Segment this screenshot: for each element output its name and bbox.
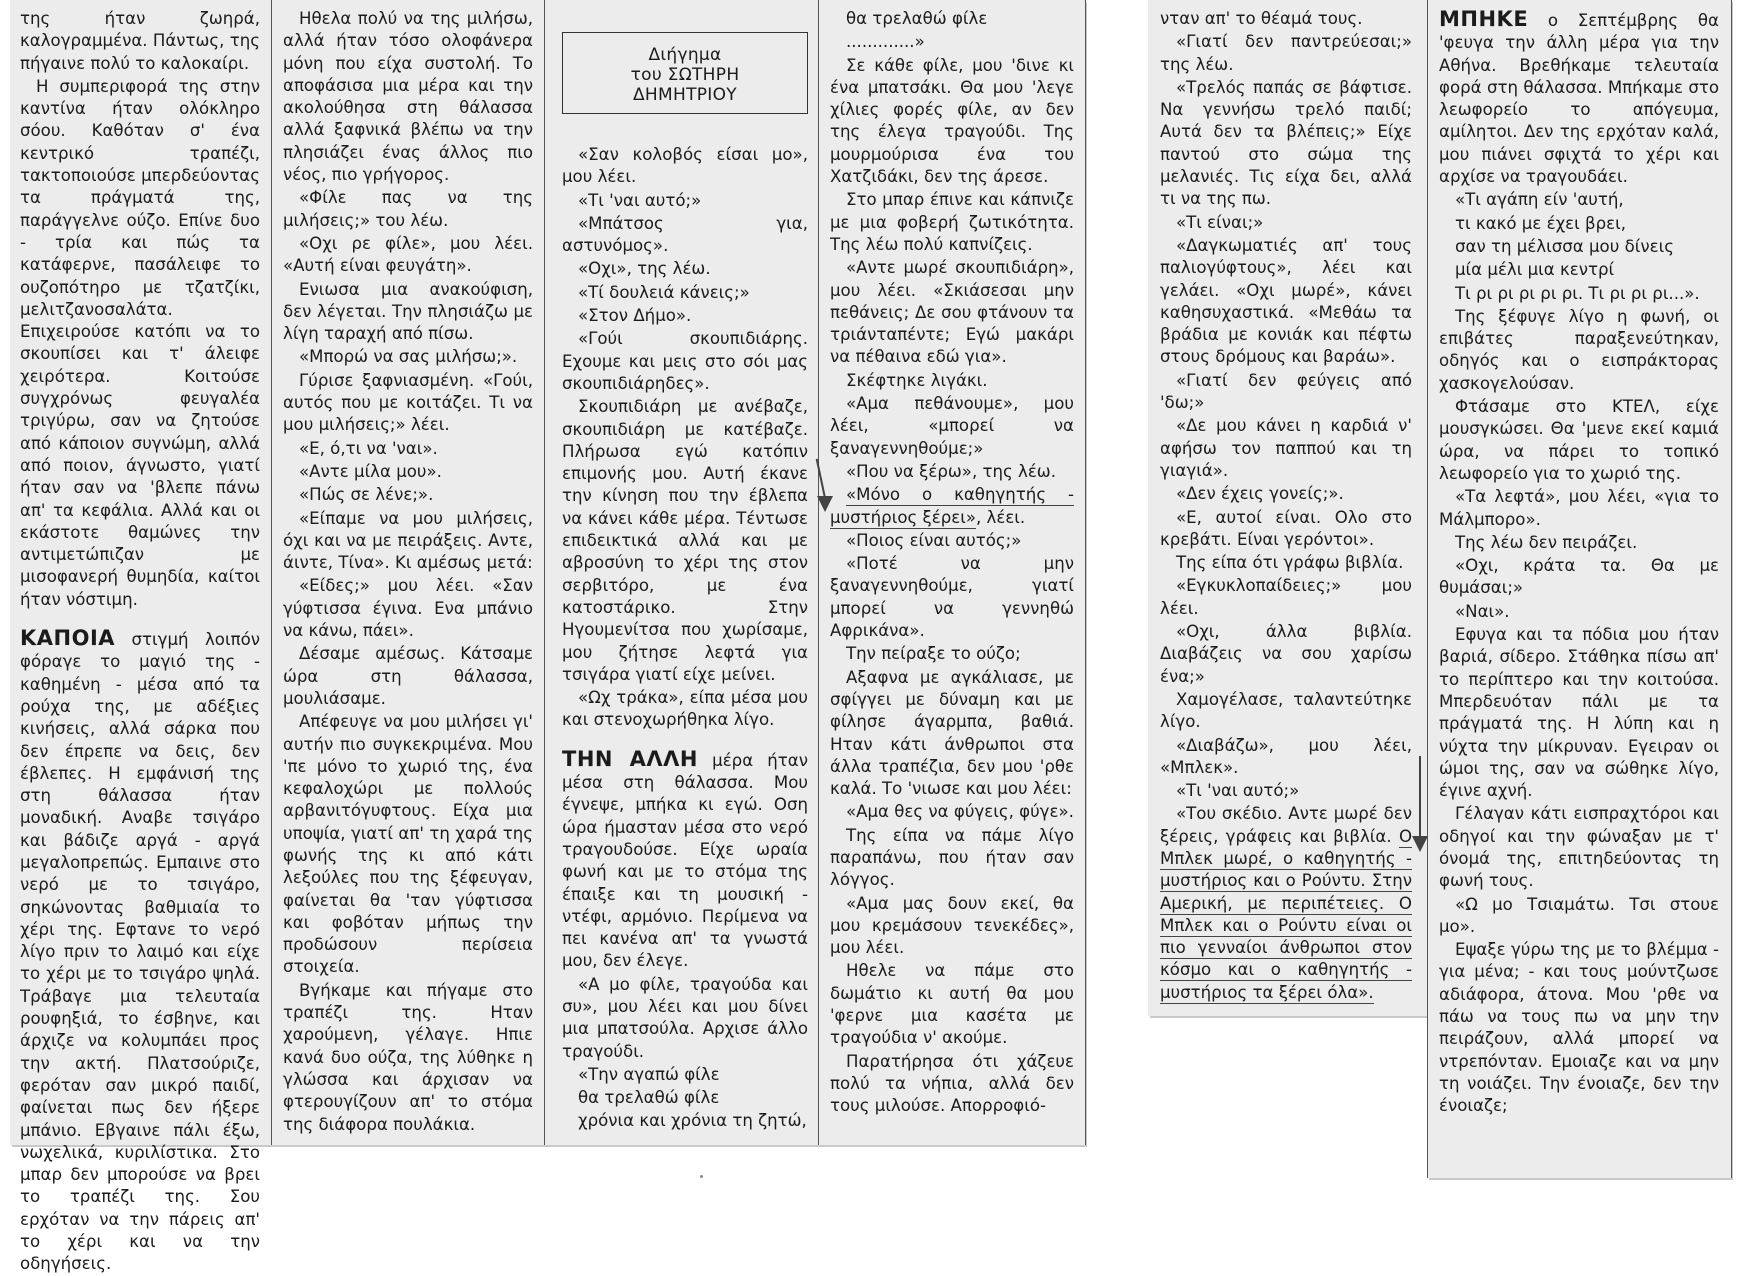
paragraph: «Διαβάζω», μου λέει, «Μπλεκ».	[1160, 735, 1412, 777]
paragraph: Γύρισε ξαφνιασμένη. «Γούι, αυτός που με κοιτάζει. Τι να μου μιλήσεις;» λέει.	[283, 370, 533, 435]
text-column-2	[283, 8, 533, 1136]
paragraph: Εφυγα και τα πόδια μου ήταν βαριά, σίδερο. Στάθηκα πίσω απ' το περίπτερο και την κοιτούσα. Μπερδευόταν πάλι με τα πράγματά της. Η λύπη και η νύχτα την μίκρυναν. Εγειραν οι ώμοι της, σαν να σώθηκε λίγο, έγινε αχνή.	[1439, 625, 1719, 801]
paragraph: «Πώς σε λένε;».	[299, 485, 434, 505]
paragraph: Την πείραξε το ούζο;	[846, 644, 1021, 664]
text-column-6	[1439, 8, 1719, 1118]
paragraph: «Είδες;» μου λέει. «Σαν γύφτισσα έγινα. Ενα μπάνιο να κάνω, πάει».	[283, 576, 533, 641]
story-genre: Διήγημα	[648, 45, 722, 65]
text-column-5	[1160, 8, 1412, 1004]
paragraph: Της ξέφυγε λίγο η φωνή, οι επιβάτες παραξενεύτηκαν, οδηγός και ο εισπράκτορας χασκογελούσαν.	[1439, 306, 1719, 393]
section-lead: ΚΑΠΟΙΑ	[20, 626, 116, 651]
song-line: «Την αγαπώ φίλε	[578, 1064, 720, 1084]
paragraph: «Ωχ τράκα», είπα μέσα μου και στενοχωρήθηκα λίγο.	[562, 688, 808, 730]
paragraph: Στο μπαρ έπινε και κάπνιζε με μια φοβερή ζωτικότητα. Της λέω πολύ καπνίζεις.	[830, 190, 1074, 254]
paragraph: «Μπάτσος για, αστυνόμος».	[562, 213, 808, 256]
paragraph: «Που να ξέρω», της λέω.	[846, 461, 1056, 481]
song-line: τι κακό με έχει βρει,	[1455, 213, 1627, 233]
paragraph: «Στον Δήμο».	[578, 306, 692, 326]
paragraph: «Ε, αυτοί είναι. Ολο στο κρεβάτι. Είναι γερόντοι».	[1160, 507, 1412, 549]
song-line: .............»	[846, 32, 925, 52]
paragraph: Βγήκαμε και πήγαμε στο τραπέζι της. Ηταν χαρούμενη, γέλαγε. Ηπιε κανά δυο ούζα, της λύθηκε η γλώσσα και άρχισαν να φτερουγίζουν απ' το στόμα της διάφορα πουλάκια.	[283, 980, 533, 1134]
paragraph: «Ω μο Τσιαμάτω. Τσι στουε μο».	[1439, 894, 1719, 936]
paragraph: Ηθελα πολύ να της μιλήσω, αλλά ήταν τόσο ολοφάνερα μόνη που είχα συστολή. Το αποφάσισα μια μέρα και την ακολούθησα στη θάλασσα αλλά ξαφνικά βλέπω να την πλησιάζει ένας άλλος πιο νέος, πιο γρήγορος.	[283, 9, 533, 185]
song-line: χρόνια και χρόνια τη ζητώ,	[578, 1111, 807, 1131]
column-rule	[1085, 0, 1086, 1145]
paragraph: «Του σκέδιο. Αντε μωρέ δεν ξέρεις, γράφεις και βιβλία. Ο Μπλεκ μωρέ, ο καθηγητής - μυστήριος και ο Ρούντυ. Στην Αμερική, με περιπέτειες. Ο Μπλεκ και ο Ρούντυ είναι οι πιο γενναίοι άνθρωποι στον κόσμο και ο καθηγητής - μυστήριος τα ξέρει όλα».	[1160, 804, 1412, 1002]
paragraph: «Γιατί δεν φεύγεις από 'δω;»	[1160, 370, 1412, 413]
paragraph: «Τι 'ναι αυτό;»	[578, 190, 702, 210]
paragraph: Χαμογέλασε, ταλαντεύτηκε λίγο.	[1160, 689, 1412, 732]
story-title-box	[562, 32, 808, 114]
underlined-passage: Ο Μπλεκ μωρέ, ο καθηγητής - μυστήριος και ο Ρούντυ. Στην Αμερική, με περιπέτειες. Ο Μπλεκ και ο Ρούντυ είναι οι πιο γενναίοι άνθρωποι στον κόσμο και ο καθηγητής - μυστήριος τα ξέρει όλα».	[1160, 826, 1412, 1002]
paragraph: Ενιωσα μια ανακούφιση, δεν λέγεται. Την πλησιάζω με λίγη ταραχή από πίσω.	[283, 279, 533, 344]
paragraph: Δέσαμε αμέσως. Κάτσαμε ώρα στη θάλασσα, μουλιάσαμε.	[283, 644, 533, 708]
song-line: θα τρελαθώ φίλε	[846, 9, 988, 28]
paragraph: «Γιατί δεν παντρεύεσαι;» της λέω.	[1160, 32, 1412, 74]
paragraph: «Τι είναι;»	[1176, 212, 1264, 232]
paragraph: Σκέφτηκε λιγάκι.	[846, 370, 988, 390]
text-column-3	[562, 8, 808, 1133]
paragraph: «Γούι σκουπιδιάρης. Εχουμε και μεις στο σόι μας σκουπιδιάρηδες».	[562, 329, 808, 393]
paragraph: Η συμπεριφορά της στην καντίνα ήταν ολόκληρο σόου. Καθόταν σ' ένα κεντρικό τραπέζι, τακτοποιούσε μπερδεύοντας τα πράγματά της, παράγγελνε ούζο. Επίνε δυο - τρία και πώς τα κατάφερνε, πασάλειφε το ουζοπότηρο με τζατζίκι, μελιτζανοσαλάτα. Επιχειρούσε κατόπι να το σκουπίσει και τ' άλειφε χειρότερα. Κοιτούσε συγχρόνως φευγαλέα τριγύρω, σαν να ζητούσε από κάποιον συγνώμη, αλλά από ποιον, άγνωστο, γιατί ήταν σαν να 'βλεπε πάνω απ' τα κεφάλια. Αλλά και οι εκάστοτε θαμώνες την αντιμετώπιζαν με μισοφανερή θυμηδία, καίτοι ήταν νόστιμη.	[20, 76, 260, 609]
paragraph: της ήταν ζωηρά, καλογραμμένα. Πάντως, της πήγαινε πολύ το καλοκαίρι.	[20, 9, 260, 73]
paragraph: Σε κάθε φίλε, μου 'δινε κι ένα μπατσάκι. Θα μου 'λεγε χίλιες φορές φίλε, αν δεν της έλεγα τραγούδι. Της μουρμούρισα ένα του Χατζιδάκι, δεν της άρεσε.	[830, 55, 1074, 187]
paragraph: Απέφευγε να μου μιλήσει γι' αυτήν πιο συγκεκριμένα. Μου 'πε μόνο το χωριό της, ένα κεφαλοχώρι με πολλούς αρβανιτόγυφτους. Είχα μια υποψία, γιατί απ' τη χαρά της φωνής της κι από κάτι λεξούλες που της ξέφευγαν, φαίνεται θα 'ταν γύφτισσα και φοβόταν μήπως την προδώσουν περίσεια στοιχεία.	[283, 712, 533, 977]
song-line: Τι ρι ρι ρι ρι ρι. Τι ρι ρι ρι...».	[1455, 283, 1700, 303]
paragraph: «Μόνο ο καθηγητής - μυστήριος ξέρει», λέει.	[830, 485, 1074, 527]
column-rule	[818, 0, 819, 1145]
paragraph: «Τι 'ναι αυτό;»	[1176, 781, 1300, 801]
paragraph: Ηθελε να πάμε στο δωμάτιο κι αυτή θα μου 'φερνε μια κασέτα με τραγούδια ν' ακούμε.	[830, 961, 1074, 1048]
paragraph: «Δε μου κάνει η καρδιά ν' αφήσω τον παππού και τη γιαγιά».	[1160, 416, 1412, 480]
section-lead: ΜΠΗΚΕ	[1439, 8, 1529, 31]
paragraph: «Αντε μωρέ σκουπιδιάρη», μου λέει. «Σκιάσεσαι μην πεθάνεις; Δε σου φτάνουν τα τριάνταπέντε; Εγώ μακάρι να πέθαινα εδώ για».	[830, 258, 1074, 367]
scan-speck	[700, 1175, 703, 1178]
column-rule	[1427, 0, 1428, 1178]
paragraph: «Οχι», της λέω.	[578, 259, 711, 279]
paragraph: «Αμα μας δουν εκεί, θα μου κρεμάσουν τενεκέδες», μου λέει.	[830, 893, 1074, 958]
paragraph: «Μπορώ να σας μιλήσω;».	[299, 347, 518, 367]
song-line: μία μέλι μια κεντρί	[1455, 260, 1615, 280]
paragraph: «Δαγκωματιές απ' τους παλιογύφτους», λέει και γελάει. «Οχι μωρέ», κάνει καθησυχαστικά. «Μεθάω τα βράδια με κονιάκ και πέφτω στους δρόμους και βαράω».	[1160, 235, 1412, 367]
paragraph: «Εγκυκλοπαίδειες;» μου λέει.	[1160, 576, 1412, 618]
paragraph: «Αμα πεθάνουμε», μου λέει, «μπορεί να ξαναγεννηθούμε;»	[830, 394, 1074, 458]
column-rule	[1731, 0, 1732, 1178]
song-line: «Τι αγάπη είν 'αυτή,	[1455, 190, 1624, 210]
paragraph: «Ποτέ να μην ξαναγεννηθούμε, γιατί μπορεί να γεννηθώ Αφρικάνα».	[830, 554, 1074, 641]
paragraph: «Τί δουλειά κάνεις;»	[578, 282, 750, 302]
paragraph: «Τρελός παπάς σε βάφτισε. Να γεννήσω τρελό παιδί; Αυτά δεν τα βλέπεις;» Είχε παντού στο σώμα της μελανιές. Τις είχα δει, αλλά τι να της πω.	[1160, 77, 1412, 209]
annotation-arrow-icon	[814, 458, 836, 512]
text-column-1	[20, 8, 260, 1276]
underlined-quote: «Μόνο ο καθηγητής - μυστήριος ξέρει»	[830, 485, 1074, 527]
paragraph: Γέλαγαν κάτι εισπραχτόροι και οδηγοί και την φώναξαν με τ' όνομά της, επιτηδεύοντας τη φωνή τους.	[1439, 804, 1719, 891]
column-rule	[544, 0, 545, 1145]
paragraph: «Δεν έχεις γονείς;».	[1176, 484, 1344, 504]
section-paragraph: ΜΠΗΚΕ ο Σεπτέμβρης θα 'φευγα την άλλη μέρα για την Αθήνα. Βρεθήκαμε τελευταία φορά στη θάλασσα. Μπήκαμε στο λεωφορείο το απόγευμα, αμίλητοι. Δεν της ερχόταν καλά, μου πιάνει σφιχτά το χέρι και αρχίσε να τραγουδάει.	[1439, 8, 1719, 187]
section-lead: ΤΗΝ ΑΛΛΗ	[562, 746, 698, 771]
paragraph: Της λέω δεν πειράζει.	[1455, 532, 1638, 552]
paragraph: «Αντε μίλα μου».	[299, 461, 442, 481]
story-author-prefix: του ΣΩΤΗΡΗ	[630, 65, 740, 85]
paragraph: «Ναι».	[1455, 601, 1510, 621]
paragraph: Εψαξε γύρω της με το βλέμμα - για μένα; - και τους μούντζωσε αδιάφορα, άτονα. Μου 'ρθε να πάω να τους πω να μην την πειράζουν, αλλά μπορεί να ντρεπόνταν. Εμοιαζε και να μην τη νοιάζει. Την ένοιαζε, δεν την ένοιαζε;	[1439, 940, 1719, 1116]
paragraph: Παρατήρησα ότι χάζευε πολύ τα νήπια, αλλά δεν τους μιλούσε. Απορροφιό-	[830, 1051, 1074, 1116]
song-line: θα τρελαθώ φίλε	[578, 1088, 720, 1108]
paragraph: «Ποιος είναι αυτός;»	[846, 530, 1022, 550]
paragraph: Αξαφνα με αγκάλιασε, με σφίγγει με δύναμη και με φίλησε άγαρμπα, βαθιά. Ηταν κάτι άνθρωποι στα άλλα τραπέζια, δεν μου 'ρθε καλά. Το 'νιωσε και μου λέει:	[830, 667, 1074, 799]
section-paragraph: ΚΑΠΟΙΑ στιγμή λοιπόν φόραγε το μαγιό της - καθημένη - μέσα από τα ρούχα της, με αδέξιες κινήσεις, αλλά σάρκα που δεν έπρεπε να δεις, δεν έβλεπες. Η εμφάνισή της στη θάλασσα ήταν μοναδική. Αναβε τσιγάρο και βάδιζε αργά - αργά μεγαλοπρεπώς. Εμπαινε στο νερό με το τσιγάρο, σηκώνοντας βαθμιαία το χέρι της. Εφτανε το νερό λίγο πριν το λαιμό και είχε το χέρι με το τσιγάρο ψηλά. Τράβαγε μια τελευταία ρουφηξιά, το έσβηνε, και άρχιζε να κολυμπάει προς την ακτή. Πλατσούριζε, φερόταν σαν μικρό παιδί, φαίνεται πως δεν ήξερε μπάνιο. Εβγαινε πάλι έξω, νωχελικά, κυριλίστικα. Στο μπαρ δεν μπορούσε να βρει το τραπέζι της. Σου ερχόταν να την πάρεις απ' το χέρι και να την οδηγήσεις.	[20, 626, 260, 1274]
paragraph: «Οχι, άλλα βιβλία. Διαβάζεις να σου χαρίσω ένα;»	[1160, 622, 1412, 686]
annotation-arrow-icon	[1409, 756, 1431, 854]
paragraph: «Α μο φίλε, τραγούδα και συ», μου λέει και μου δίνει μια μπατσούλα. Αρχισε άλλο τραγούδι.	[562, 974, 808, 1061]
paragraph: «Τα λεφτά», μου λέει, «για το Μάλμπορο».	[1439, 487, 1719, 529]
paragraph: «Οχι ρε φίλε», μου λέει. «Αυτή είναι φευγάτη».	[283, 233, 533, 276]
paragraph: Της είπα να πάμε λίγο παραπάνω, που ήταν σαν λόγγος.	[830, 825, 1074, 890]
text-column-4	[830, 8, 1074, 1118]
paragraph: «Οχι, κράτα τα. Θα με θυμάσαι;»	[1439, 556, 1719, 598]
paragraph: Της είπα ότι γράφω βιβλία.	[1176, 553, 1404, 573]
paragraph: νταν απ' το θέαμά τους.	[1160, 9, 1363, 28]
column-rule	[271, 0, 272, 1145]
paragraph: «Ε, ό,τι να 'ναι».	[299, 438, 438, 458]
paragraph: «Είπαμε να μου μιλήσεις, όχι και να με πειράξεις. Αντε, άιντε, Τίνα». Κι αμέσως μετά:	[283, 508, 533, 573]
song-line: σαν τη μέλισσα μου δίνεις	[1455, 236, 1674, 256]
paragraph: Σκουπιδιάρη με ανέβαζε, σκουπιδιάρη με κατέβαζε. Πλήρωσα εγώ κατόπιν επιμονής μου. Αυτή έκανε την κίνηση που την έβλεπα να κάνει κάθε μέρα. Τέντωσε επιδεικτικά αλλά και με αβροσύνη το χέρι της στον σερβιτόρο, με ένα κατοστάρικο. Στην Ηγουμενίτσα που χωρίσαμε, μου ζήτησε λεφτά για τσιγάρα γιατί είχε μείνει.	[562, 397, 808, 684]
paragraph: «Αμα θες να φύγεις, φύγε».	[846, 802, 1074, 822]
paragraph: «Σαν κολοβός είσαι μο», μου λέει.	[562, 145, 808, 187]
paragraph: Φτάσαμε στο ΚΤΕΛ, είχε μουσγκώσει. Θα 'μενε εκεί καμιά ώρα, να πάρει το τοπικό λεωφορείο για το χωριό της.	[1439, 397, 1719, 483]
paragraph: «Φίλε πας να της μιλήσεις;» του λέω.	[283, 188, 533, 230]
section-paragraph: ΤΗΝ ΑΛΛΗ μέρα ήταν μέσα στη θάλασσα. Μου έγνεψε, μπήκα κι εγώ. Οση ώρα ήμασταν μέσα στο νερό τραγουδούσε. Είχε ωραία φωνή και με το στόμα της έπαιξε και τη μουσική - ντέφι, αρμόνιο. Περίμενα να πει κανένα απ' τα γνωστά μου, δεν έλεγε.	[562, 746, 808, 971]
story-author-surname: ΔΗΜΗΤΡΙΟΥ	[633, 85, 737, 105]
